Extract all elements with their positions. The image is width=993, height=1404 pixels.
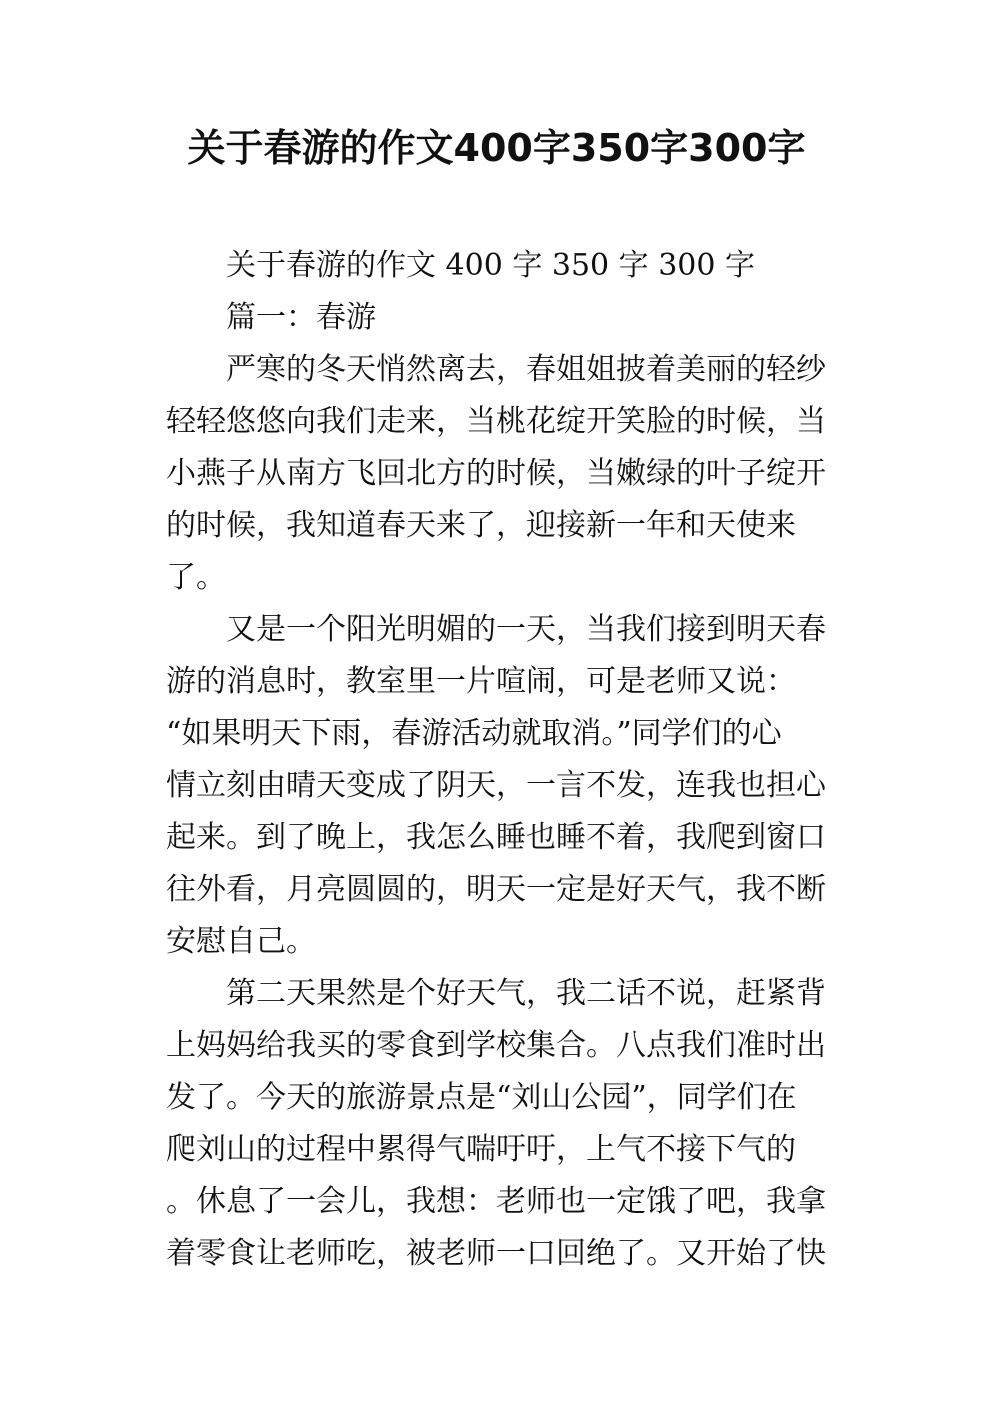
text-line: 小燕子从南方飞回北方的时候，当嫩绿的叶子绽开 [166, 456, 826, 491]
text-line: 着零食让老师吃，被老师一口回绝了。又开始了快 [166, 1236, 826, 1271]
text-line: 又是一个阳光明媚的一天，当我们接到明天春 [226, 612, 826, 647]
document-body [166, 240, 828, 1280]
text-line: “如果明天下雨，春游活动就取消。”同学们的心 [166, 716, 782, 751]
text-line: 情立刻由晴天变成了阴天，一言不发，连我也担心 [166, 768, 826, 803]
text-line: 游的消息时，教室里一片喧闹，可是老师又说： [166, 664, 796, 699]
text-line: 发了。今天的旅游景点是“刘山公园”，同学们在 [166, 1080, 797, 1115]
text-line: 爬刘山的过程中累得气喘吁吁，上气不接下气的 [166, 1132, 796, 1167]
text-line: 往外看，月亮圆圆的，明天一定是好天气，我不断 [166, 872, 826, 907]
text-line: 严寒的冬天悄然离去，春姐姐披着美丽的轻纱 [226, 352, 826, 387]
text-line: 安慰自己。 [166, 924, 316, 959]
text-line: 了。 [166, 560, 226, 595]
text-line: 上妈妈给我买的零食到学校集合。八点我们准时出 [166, 1028, 826, 1063]
text-line: 轻轻悠悠向我们走来，当桃花绽开笑脸的时候，当 [166, 404, 826, 439]
text-line: 关于春游的作文 400 字 350 字 300 字 [226, 248, 755, 283]
text-line: 。休息了一会儿，我想：老师也一定饿了吧，我拿 [166, 1184, 826, 1219]
text-line: 篇一：春游 [226, 300, 376, 335]
text-line: 的时候，我知道春天来了，迎接新一年和天使来 [166, 508, 796, 543]
document-title: 关于春游的作文400字350字300字 [187, 126, 806, 170]
text-line: 起来。到了晚上，我怎么睡也睡不着，我爬到窗口 [166, 820, 826, 855]
text-line: 第二天果然是个好天气，我二话不说，赶紧背 [226, 976, 826, 1011]
